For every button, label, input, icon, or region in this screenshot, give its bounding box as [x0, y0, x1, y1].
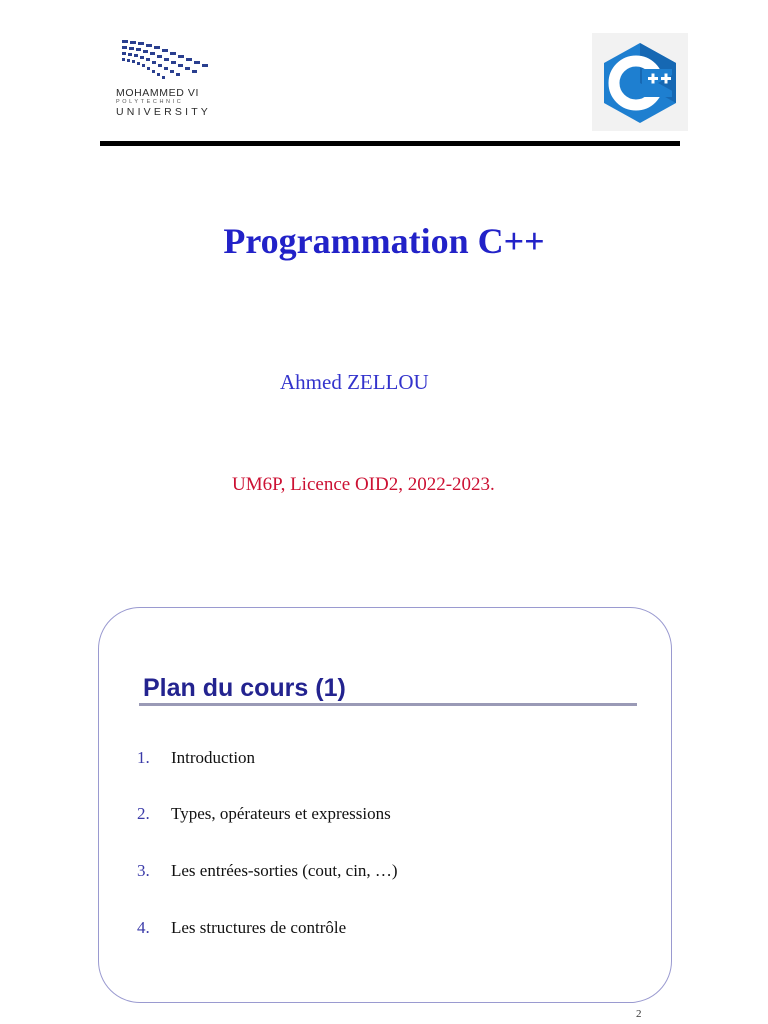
um6p-line-3: UNIVERSITY	[116, 106, 212, 118]
slide-title-underline	[139, 703, 637, 706]
page-number: 2	[636, 1008, 642, 1020]
list-item	[137, 804, 391, 824]
list-item	[137, 861, 398, 881]
document-title: Programmation C++	[223, 221, 545, 261]
author-name: Ahmed ZELLOU	[280, 370, 429, 394]
um6p-line-1: MOHAMMED VI	[116, 87, 200, 99]
cpp-logo-icon	[598, 41, 682, 125]
list-item-label: Les structures de contrôle	[171, 918, 347, 937]
um6p-logo	[108, 38, 226, 124]
cpp-logo	[592, 33, 688, 131]
um6p-line-2: POLYTECHNIC	[116, 99, 184, 105]
list-item-number: 4.	[137, 918, 150, 937]
list-item	[137, 748, 255, 768]
list-item-label: Introduction	[171, 748, 256, 767]
list-item-number: 2.	[137, 804, 150, 823]
list-item-label: Types, opérateurs et expressions	[171, 804, 391, 823]
slide-title: Plan du cours (1)	[143, 674, 346, 702]
list-item-label: Les entrées-sorties (cout, cin, …)	[171, 861, 398, 880]
um6p-wordmark	[116, 88, 211, 118]
list-item-number: 3.	[137, 861, 150, 880]
list-item-number: 1.	[137, 748, 150, 767]
um6p-logo-icon	[116, 38, 216, 84]
affiliation: UM6P, Licence OID2, 2022-2023.	[232, 474, 495, 495]
header-divider	[100, 141, 680, 146]
list-item	[137, 918, 346, 938]
slide-panel	[98, 607, 672, 1003]
